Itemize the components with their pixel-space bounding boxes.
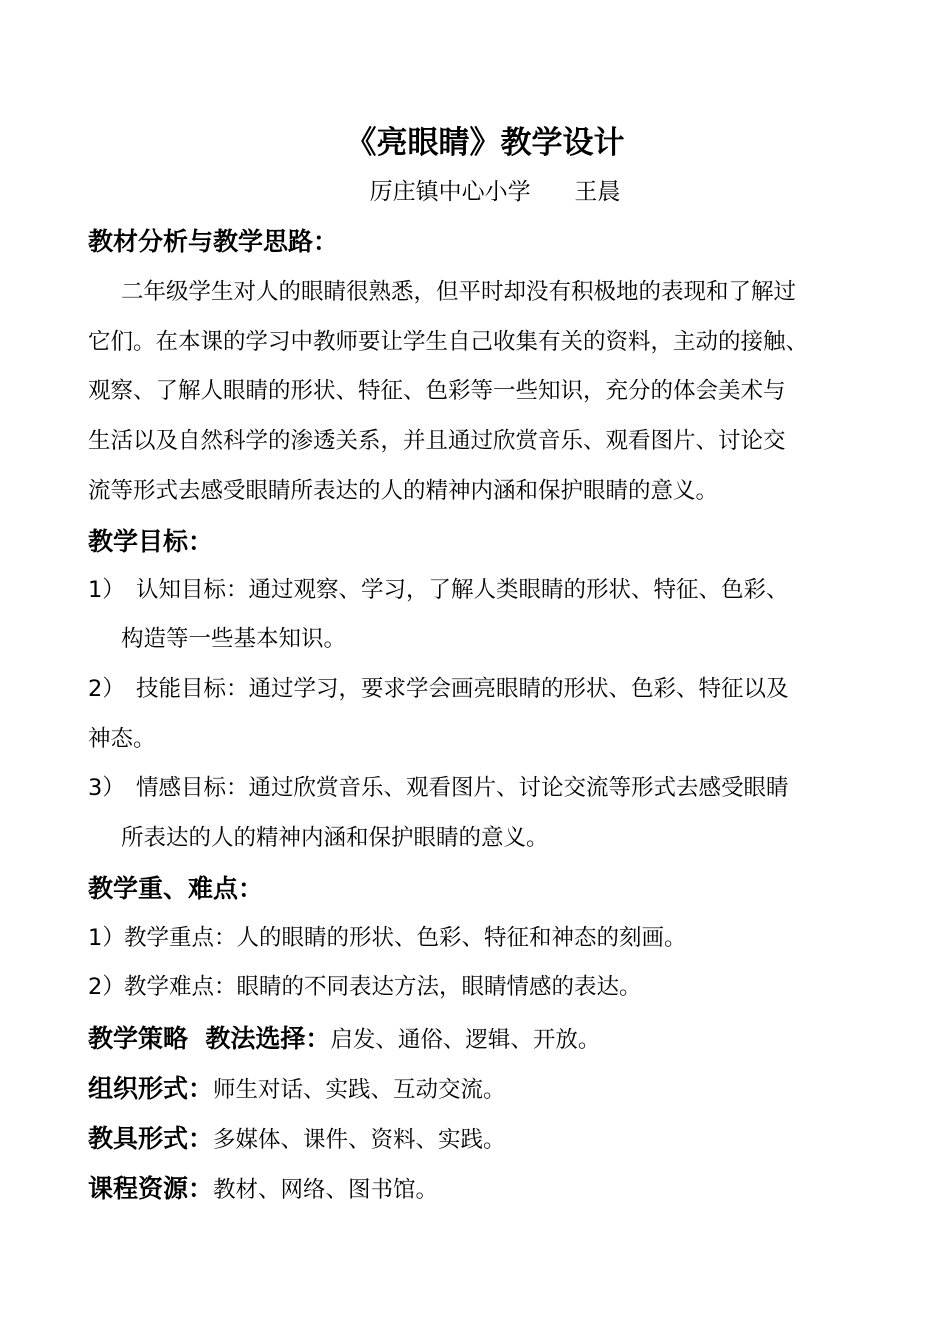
objective-continuation: 所表达的人的精神内涵和保护眼睛的意义。	[121, 825, 549, 851]
resources-value: 教材、网络、图书馆。	[213, 1177, 439, 1203]
document-title: 《亮眼睛》教学设计	[345, 125, 625, 161]
strategy-value: 启发、通俗、逻辑、开放。	[330, 1027, 601, 1053]
key-point-item	[88, 920, 687, 956]
key-points-heading: 教学重、难点：	[88, 874, 264, 903]
organization-row	[88, 1069, 506, 1112]
analysis-line: 它们。在本课的学习中教师要让学生自己收集有关的资料，主动的接触、	[88, 329, 809, 355]
tools-label: 教具形式：	[88, 1124, 214, 1153]
analysis-heading: 教材分析与教学思路：	[88, 227, 339, 256]
analysis-line: 观察、了解人眼睛的形状、特征、色彩等一些知识，充分的体会美术与	[88, 378, 786, 404]
objective-continuation: 构造等一些基本知识。	[121, 626, 347, 652]
tools-value: 多媒体、课件、资料、实践。	[213, 1127, 506, 1153]
analysis-line: 流等形式去感受眼睛所表达的人的精神内涵和保护眼睛的意义。	[88, 478, 719, 504]
analysis-line: 二年级学生对人的眼睛很熟悉，但平时却没有积极地的表现和了解过	[121, 279, 797, 305]
objective-item	[88, 671, 789, 707]
key-point-number: 1）	[88, 925, 125, 951]
objective-continuation: 神态。	[88, 726, 156, 752]
objective-number: 3）	[88, 775, 125, 801]
objective-text: 认知目标：通过观察、学习，了解人类眼睛的形状、特征、色彩、	[136, 577, 789, 603]
organization-label: 组织形式：	[88, 1074, 214, 1103]
strategy-row	[88, 1019, 600, 1062]
objective-text: 情感目标：通过欣赏音乐、观看图片、讨论交流等形式去感受眼睛	[136, 775, 789, 801]
tools-row	[88, 1119, 506, 1162]
resources-label: 课程资源：	[88, 1174, 214, 1203]
key-point-number: 2）	[88, 974, 125, 1000]
author-line: 厉庄镇中心小学 王晨	[369, 179, 621, 205]
strategy-label: 教学策略 教法选择：	[88, 1024, 331, 1053]
key-point-text: 教学难点：眼睛的不同表达方法，眼睛情感的表达。	[124, 974, 642, 1000]
analysis-line: 生活以及自然科学的渗透关系，并且通过欣赏音乐、观看图片、讨论交	[88, 428, 786, 454]
key-point-item	[88, 969, 642, 1005]
objectives-heading: 教学目标：	[88, 527, 214, 556]
key-point-text: 教学重点：人的眼睛的形状、色彩、特征和神态的刻画。	[124, 925, 687, 951]
organization-value: 师生对话、实践、互动交流。	[213, 1077, 506, 1103]
objective-item	[88, 572, 789, 608]
objective-number: 1）	[88, 577, 125, 603]
objective-text: 技能目标：通过学习，要求学会画亮眼睛的形状、色彩、特征以及	[136, 676, 789, 702]
resources-row	[88, 1169, 438, 1212]
objective-item	[88, 770, 789, 806]
objective-number: 2）	[88, 676, 125, 702]
